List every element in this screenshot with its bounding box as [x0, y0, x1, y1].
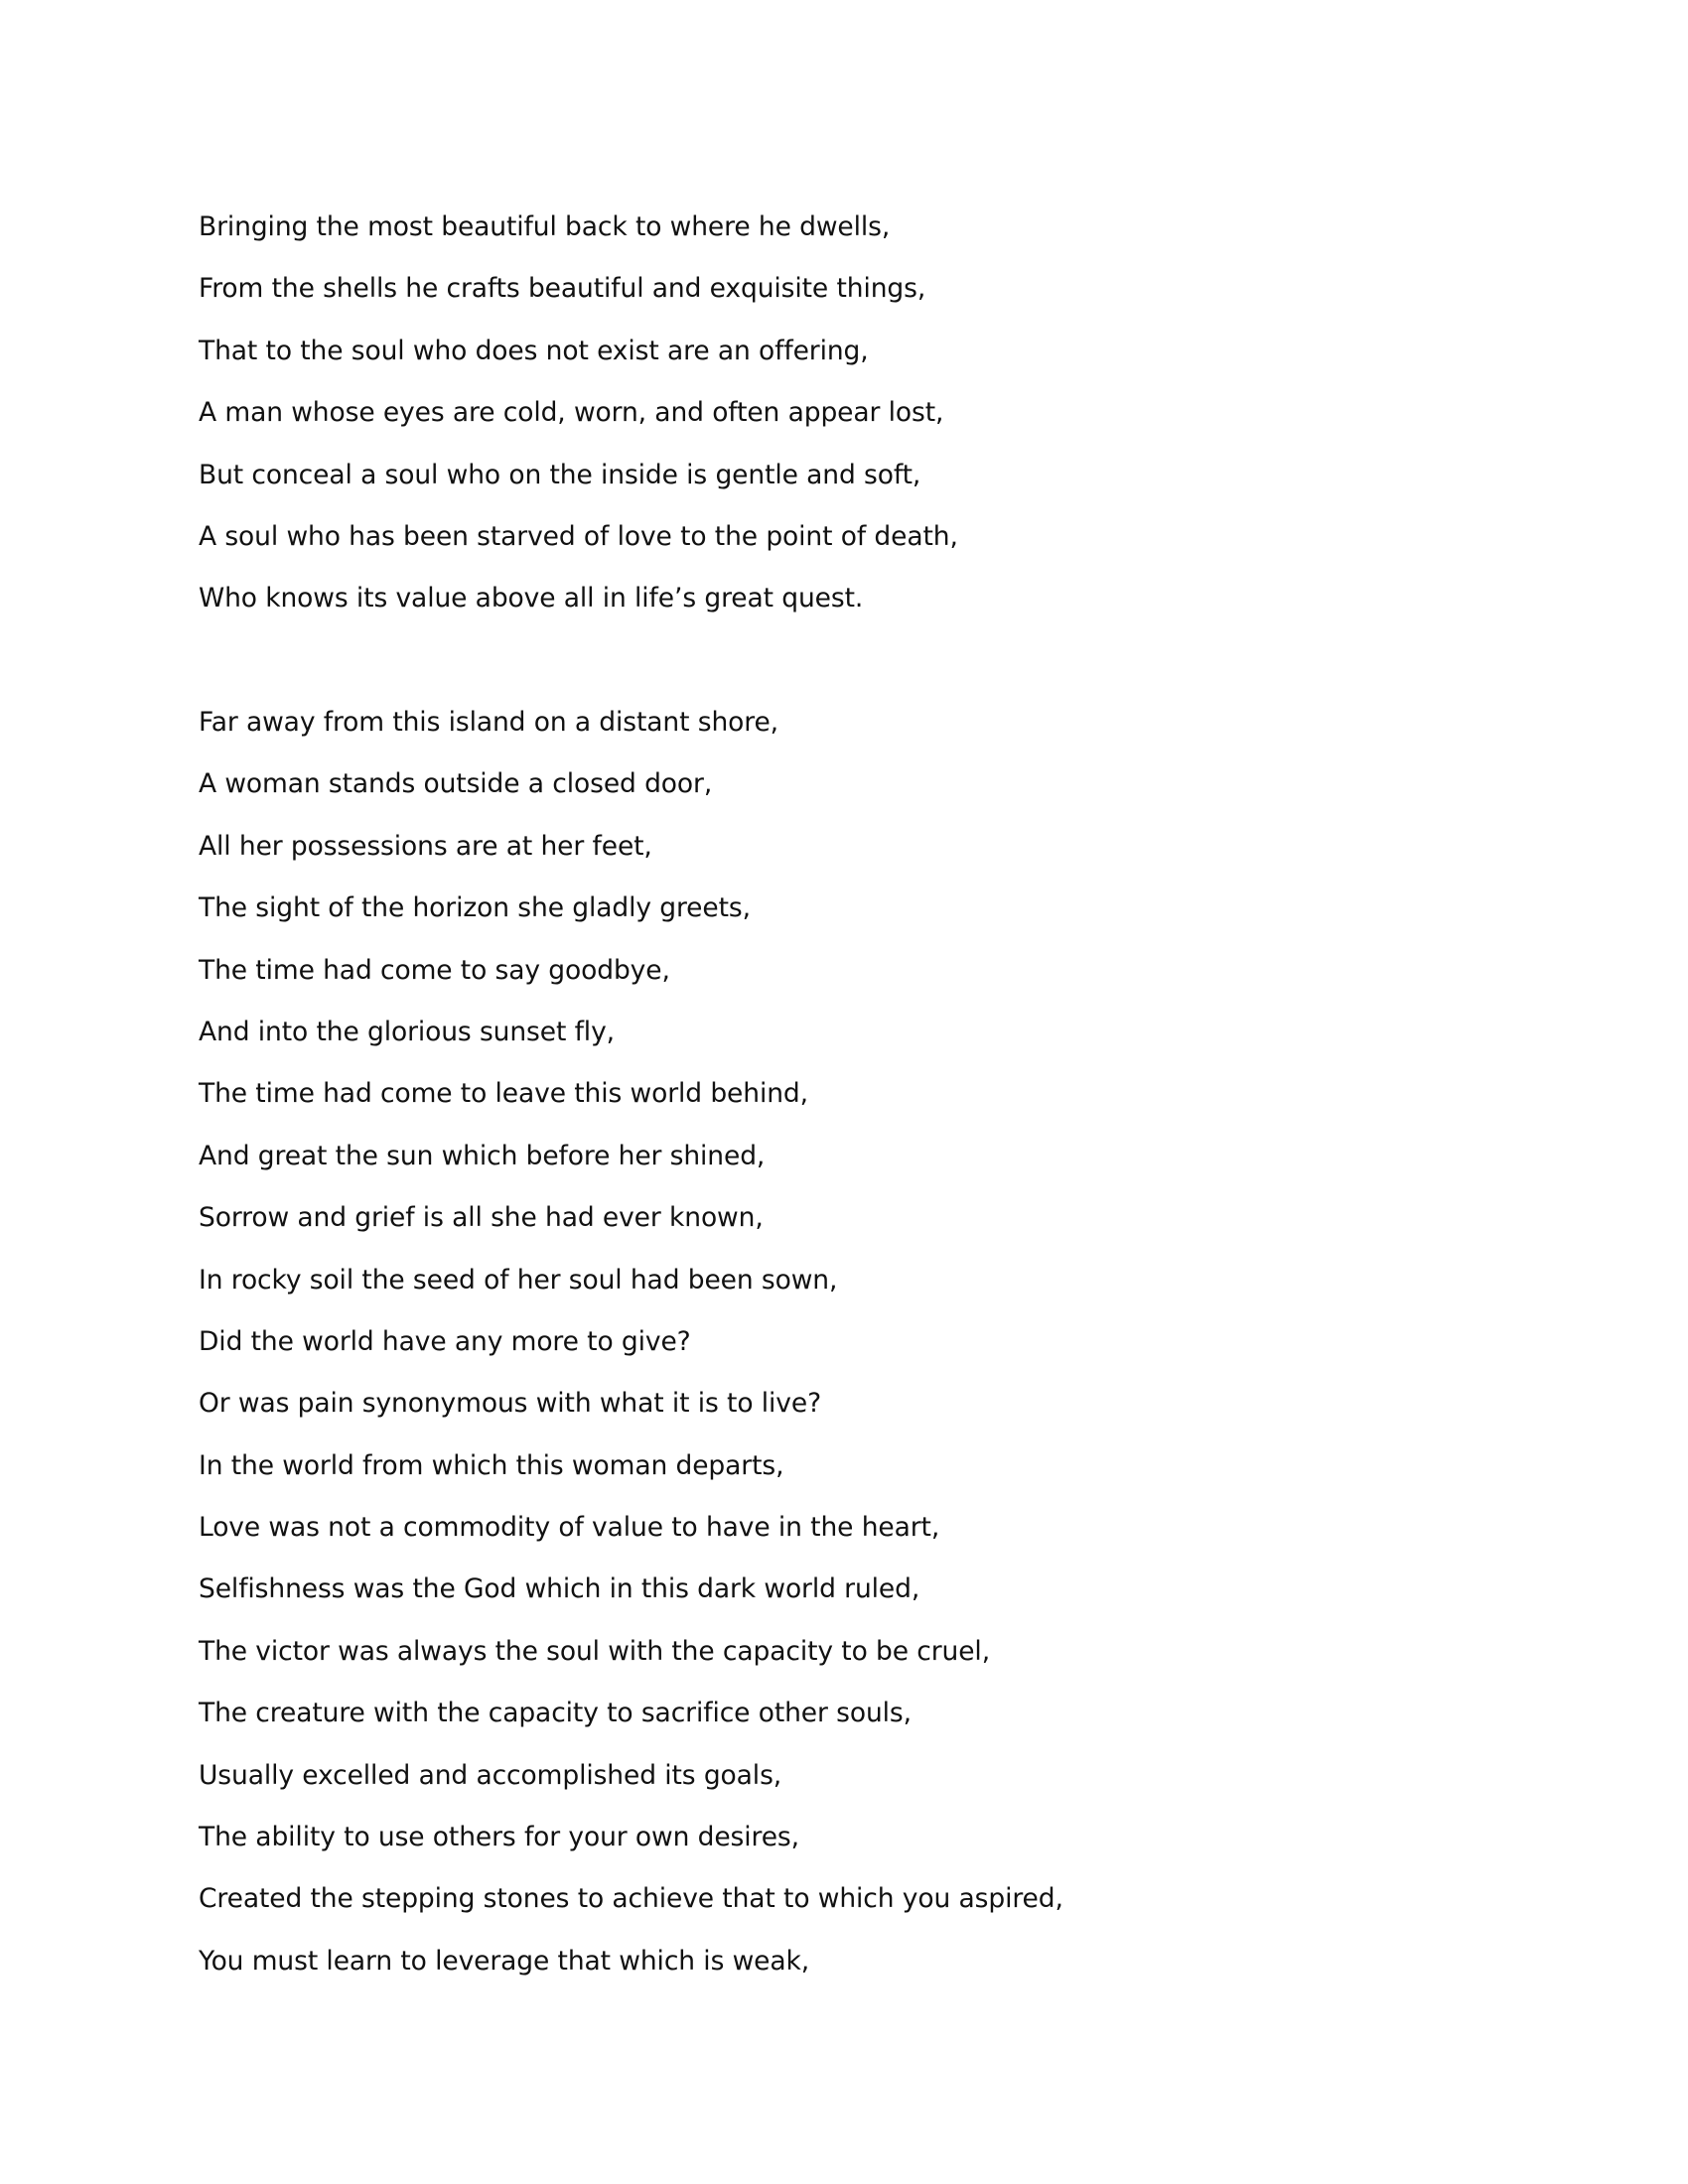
poem-line: Usually excelled and accomplished its goals,	[199, 1759, 782, 1791]
poem-line: The sight of the horizon she gladly greets,	[199, 892, 751, 924]
poem-line: All her possessions are at her feet,	[199, 830, 652, 862]
poem-line: The time had come to say goodbye,	[199, 954, 670, 986]
poem-line: A soul who has been starved of love to the point of death,	[199, 520, 958, 552]
poem-line: Or was pain synonymous with what it is to live?	[199, 1388, 822, 1420]
poem-line: The time had come to leave this world behind,	[199, 1078, 808, 1110]
poem-line: Selfishness was the God which in this dark world ruled,	[199, 1573, 920, 1605]
poem-line: That to the soul who does not exist are an offering,	[199, 335, 869, 366]
stanza-2	[199, 692, 1063, 1992]
poem-line: The creature with the capacity to sacrifice other souls,	[199, 1698, 912, 1729]
poem-line: From the shells he crafts beautiful and exquisite things,	[199, 273, 926, 305]
poem-line: And into the glorious sunset fly,	[199, 1016, 615, 1047]
poem-line: A woman stands outside a closed door,	[199, 768, 713, 800]
poem-line: The ability to use others for your own desires,	[199, 1822, 799, 1853]
poem-line: Who knows its value above all in life’s great quest.	[199, 583, 864, 614]
poem-line: Created the stepping stones to achieve that to which you aspired,	[199, 1883, 1063, 1915]
poem-line: You must learn to leverage that which is weak,	[199, 1945, 810, 1977]
poem-line: Love was not a commodity of value to have in the heart,	[199, 1512, 940, 1544]
poem-line: In rocky soil the seed of her soul had been sown,	[199, 1264, 838, 1296]
poem-line: But conceal a soul who on the inside is gentle and soft,	[199, 459, 921, 490]
poem-line: The victor was always the soul with the capacity to be cruel,	[199, 1635, 991, 1667]
poem-line: Bringing the most beautiful back to where he dwells,	[199, 211, 891, 242]
poem-line: Far away from this island on a distant shore,	[199, 707, 778, 738]
poem-line: A man whose eyes are cold, worn, and often appear lost,	[199, 397, 944, 429]
poem-line: Sorrow and grief is all she had ever known,	[199, 1202, 764, 1234]
stanza-1	[199, 197, 958, 630]
poem-line: In the world from which this woman departs,	[199, 1449, 784, 1481]
poem-line: And great the sun which before her shined,	[199, 1140, 766, 1171]
poem-line: Did the world have any more to give?	[199, 1325, 691, 1357]
